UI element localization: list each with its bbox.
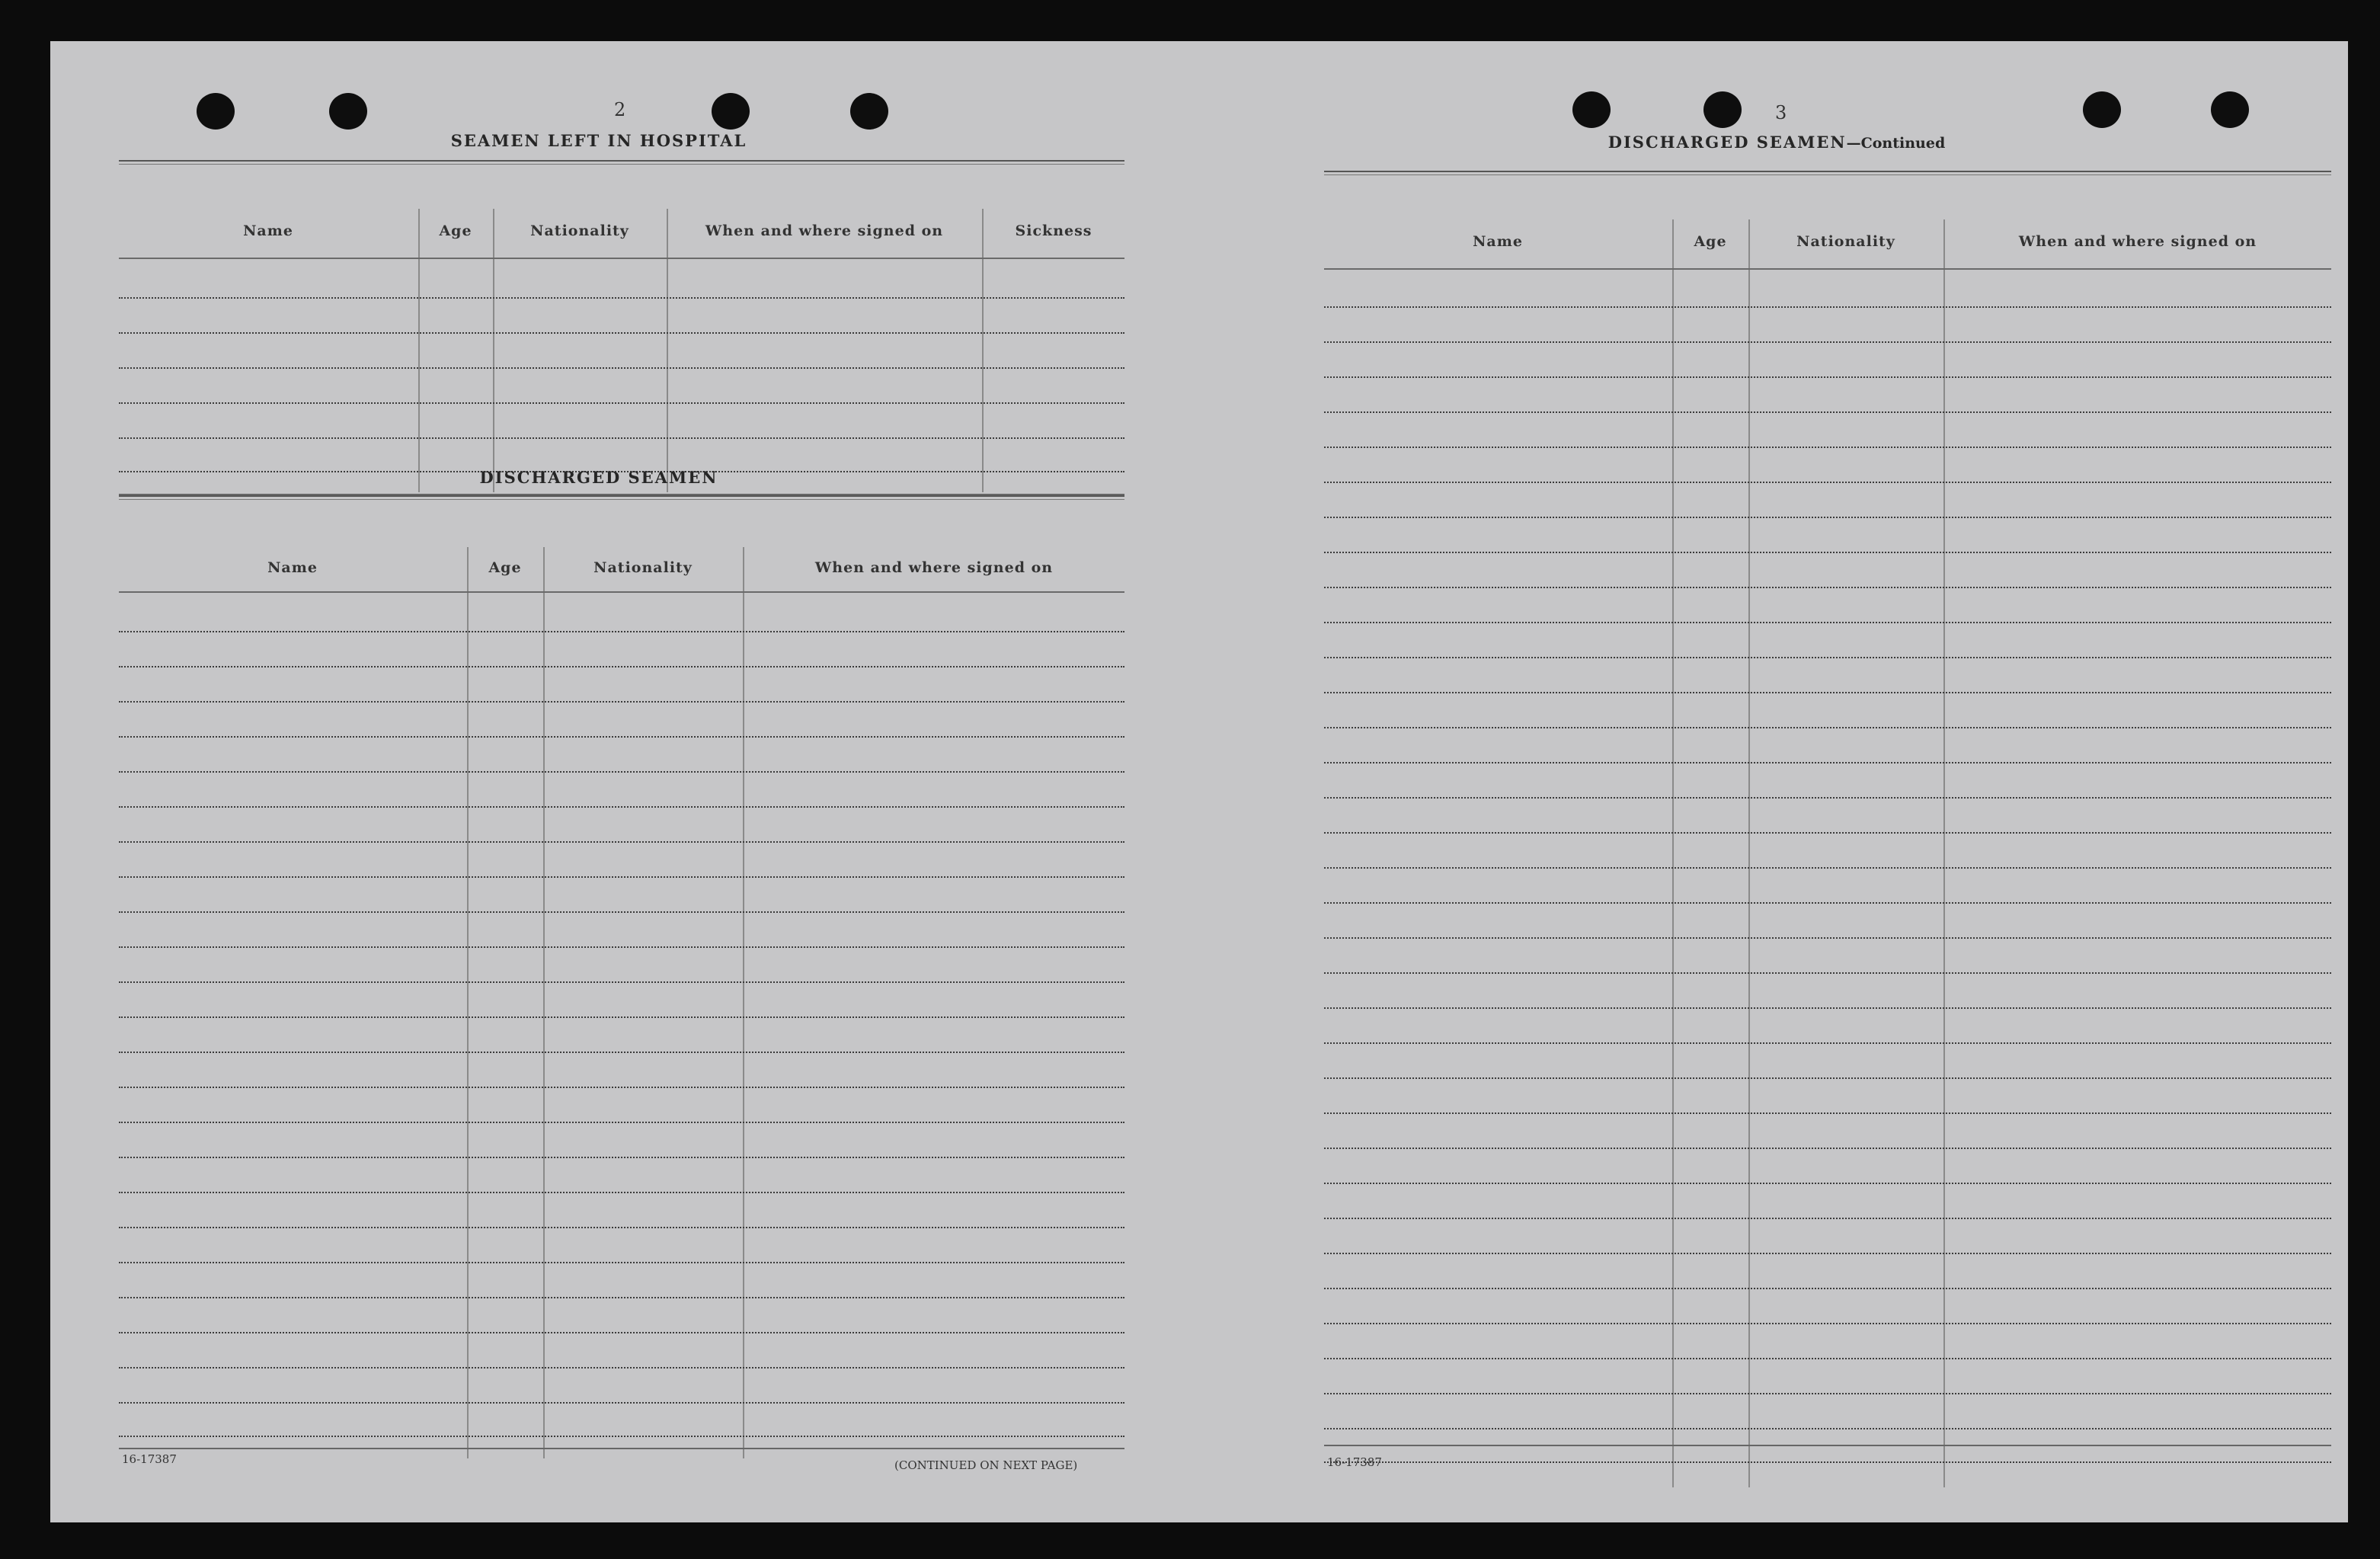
table-row	[1324, 762, 2331, 763]
right-page	[1274, 41, 2348, 1522]
table-row	[1324, 1461, 2331, 1463]
column-divider	[467, 547, 469, 1458]
table-row	[119, 1122, 1124, 1123]
table-row	[119, 297, 1124, 299]
table-row	[119, 1087, 1124, 1088]
table-row	[1324, 587, 2331, 588]
table-row	[119, 367, 1124, 369]
column-divider	[1943, 219, 1945, 1487]
column-divider	[418, 209, 420, 492]
table-row	[1324, 1428, 2331, 1429]
header-rule	[1324, 268, 2331, 270]
table-row	[119, 771, 1124, 773]
table-row	[1324, 657, 2331, 658]
column-divider	[743, 547, 744, 1458]
table-row	[119, 1192, 1124, 1193]
table-row	[1324, 937, 2331, 939]
table-row	[119, 1157, 1124, 1158]
column-header-name: Name	[243, 222, 293, 239]
table-row	[119, 946, 1124, 948]
column-header-age: Age	[439, 222, 472, 239]
form-number: 16-17387	[122, 1452, 177, 1466]
table-row	[1324, 341, 2331, 343]
column-header-nationality: Nationality	[1796, 233, 1895, 250]
table-row	[1324, 517, 2331, 518]
table-row	[1324, 1218, 2331, 1219]
table-row	[119, 876, 1124, 878]
table-row	[119, 1016, 1124, 1018]
column-header-signed-on: When and where signed on	[2018, 233, 2257, 250]
section-rule	[119, 160, 1124, 165]
table-row	[119, 1402, 1124, 1404]
table-row	[1324, 1148, 2331, 1149]
table-row	[1324, 832, 2331, 834]
discharged-table	[119, 501, 1124, 1458]
hospital-table	[119, 166, 1124, 492]
table-row	[1324, 902, 2331, 904]
table-row	[1324, 1358, 2331, 1359]
table-row	[1324, 1323, 2331, 1324]
table-row	[119, 666, 1124, 667]
table-row	[119, 1436, 1124, 1437]
table-row	[1324, 1393, 2331, 1394]
table-row	[1324, 1183, 2331, 1184]
table-row	[1324, 306, 2331, 308]
column-header-nationality: Nationality	[530, 222, 629, 239]
column-header-nationality: Nationality	[593, 559, 693, 576]
table-row	[1324, 622, 2331, 623]
table-row	[1324, 1077, 2331, 1079]
title-suffix: —Continued	[1846, 135, 1946, 152]
column-divider	[1672, 219, 1674, 1487]
table-row	[119, 1227, 1124, 1228]
section-rule	[119, 495, 1124, 500]
table-row	[119, 911, 1124, 913]
column-header-age: Age	[488, 559, 522, 576]
discharged-continued-title	[1594, 133, 1959, 152]
table-row	[1324, 867, 2331, 869]
bottom-rule	[119, 1448, 1124, 1449]
table-row	[1324, 1253, 2331, 1254]
table-row	[119, 841, 1124, 843]
continued-note: (CONTINUED ON NEXT PAGE)	[894, 1458, 1078, 1472]
left-page	[50, 41, 1193, 1522]
column-header-name: Name	[1473, 233, 1523, 250]
table-row	[119, 332, 1124, 334]
column-divider	[1748, 219, 1750, 1487]
table-row	[119, 981, 1124, 983]
column-divider	[493, 209, 494, 492]
column-header-sickness: Sickness	[1015, 222, 1092, 239]
table-row	[1324, 411, 2331, 413]
page-number: 2	[614, 99, 626, 120]
table-row	[1324, 376, 2331, 378]
table-row	[1324, 552, 2331, 553]
column-divider	[667, 209, 668, 492]
section-rule	[1324, 171, 2331, 175]
table-row	[119, 402, 1124, 404]
column-header-age: Age	[1694, 233, 1727, 250]
discharged-section-title: DISCHARGED SEAMEN	[479, 468, 718, 487]
hospital-section-title: SEAMEN LEFT IN HOSPITAL	[450, 131, 747, 150]
bottom-rule	[1324, 1445, 2331, 1446]
column-divider	[543, 547, 545, 1458]
title-main: DISCHARGED SEAMEN	[1607, 133, 1847, 152]
column-divider	[982, 209, 984, 492]
table-row	[119, 631, 1124, 632]
page-number: 3	[1775, 102, 1787, 123]
table-row	[119, 1052, 1124, 1053]
table-row	[119, 1262, 1124, 1263]
table-row	[119, 437, 1124, 439]
form-number: 16-17387	[1327, 1455, 1382, 1469]
table-row	[1324, 797, 2331, 799]
table-row	[119, 701, 1124, 703]
table-row	[1324, 1288, 2331, 1289]
column-header-signed-on: When and where signed on	[814, 559, 1054, 576]
table-row	[1324, 692, 2331, 693]
table-row	[1324, 1007, 2331, 1009]
table-row	[1324, 1112, 2331, 1114]
header-rule	[119, 591, 1124, 593]
table-row	[1324, 482, 2331, 483]
table-row	[1324, 972, 2331, 974]
header-rule	[119, 258, 1124, 259]
table-row	[119, 1367, 1124, 1369]
column-header-name: Name	[267, 559, 318, 576]
table-row	[119, 1332, 1124, 1333]
table-row	[119, 806, 1124, 808]
form-sheet	[50, 41, 2348, 1522]
column-header-signed-on: When and where signed on	[705, 222, 944, 239]
table-row	[1324, 447, 2331, 448]
table-row	[1324, 1042, 2331, 1044]
discharged-continued-table	[1324, 177, 2331, 1489]
table-row	[119, 1297, 1124, 1298]
table-row	[1324, 727, 2331, 728]
table-row	[119, 736, 1124, 738]
